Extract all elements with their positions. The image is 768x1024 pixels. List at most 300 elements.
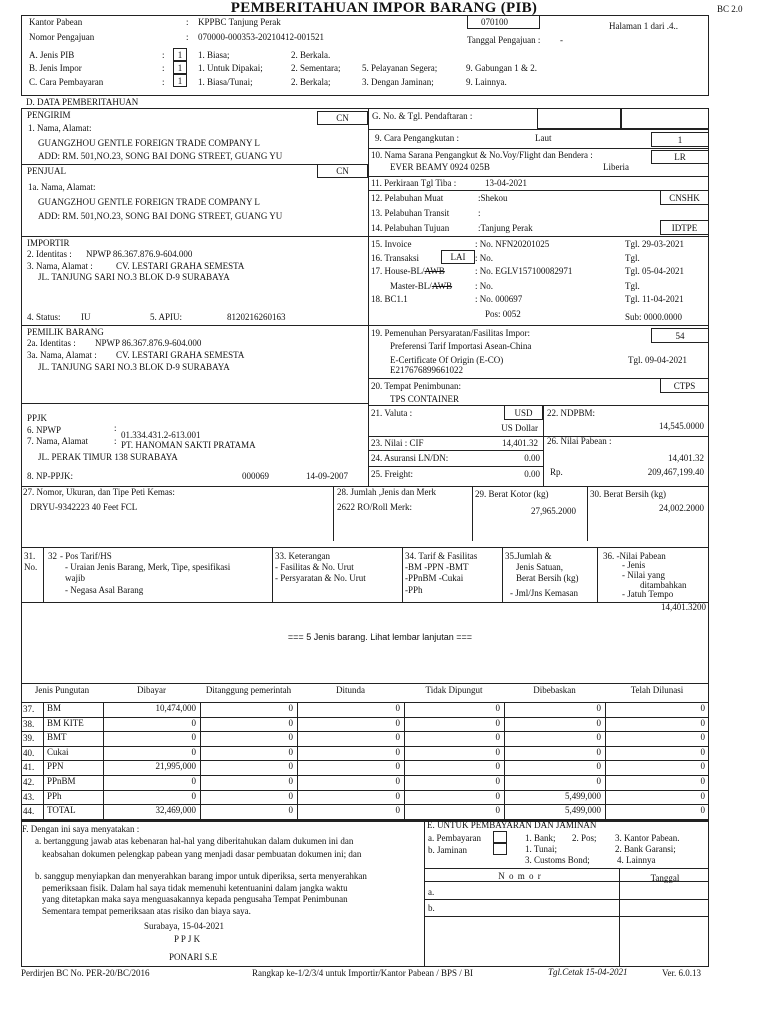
section-d-title: D. DATA PEMBERITAHUAN: [26, 97, 139, 107]
h36-l2: - Jenis: [622, 560, 646, 570]
pungutan-row-line: [21, 819, 709, 820]
pungutan-header-0: Jenis Pungutan: [34, 685, 90, 695]
kantor-value: KPPBC Tanjung Perak: [198, 17, 281, 27]
form-title: PEMBERITAHUAN IMPOR BARANG (PIB): [230, 0, 538, 16]
f-a-l2: keabsahan dokumen pelengkap pabean yang menjadi dasar pembuatan dokumen ini; dan: [42, 849, 362, 859]
opt-bank: 1. Bank;: [525, 833, 556, 843]
cif-value: 14,401.32: [502, 438, 538, 448]
pungutan-cell: 10,474,000: [155, 703, 196, 713]
bersih-label: 30. Berat Bersih (kg): [590, 489, 666, 499]
pungutan-no: 40.: [23, 747, 35, 758]
opt-kantor: 3. Kantor Pabean.: [615, 833, 680, 843]
valuta-code: USD: [514, 408, 533, 418]
barang-col-36: [597, 547, 598, 602]
pungutan-cell: 0: [495, 805, 500, 816]
jenis-impor-code: 1: [177, 63, 183, 73]
pemilik-name: CV. LESTARI GRAHA SEMESTA: [116, 350, 245, 360]
pungutan-no: 43.: [23, 791, 35, 802]
ndpbm-label: 22. NDPBM:: [547, 408, 596, 418]
footer-center: Rangkap ke-1/2/3/4 untuk Importir/Kantor Pabean / BPS / BI: [252, 968, 473, 978]
asuransi-value: 0.00: [524, 453, 540, 463]
pungutan-cell: 0: [395, 776, 400, 786]
pungutan-cell: 0: [288, 717, 293, 728]
sarana-value: EVER BEAMY 0924 025B: [390, 162, 490, 172]
rule-23: [368, 436, 709, 437]
pungutan-cell: 0: [495, 717, 500, 728]
tiba-value: 13-04-2021: [485, 178, 527, 188]
h31-a: 31.: [24, 551, 36, 561]
tujuan-label: 14. Pelabuhan Tujuan: [371, 223, 450, 233]
penjual-name: GUANGZHOU GENTLE FOREIGN TRADE COMPANY L: [38, 197, 260, 207]
f-b-l4: Sementara tempat pemeriksaan atas risiko dan biaya saya.: [42, 906, 251, 916]
rule-9: [368, 129, 709, 130]
pembayaran-label: a. Pembayaran: [428, 833, 481, 843]
pungutan-row-line: [21, 775, 709, 776]
kotor-label: 29. Berat Kotor (kg): [475, 489, 549, 499]
importir-label: IMPORTIR: [27, 238, 70, 248]
pungutan-cell: 5,499,000: [565, 805, 601, 816]
tanggal-value: -: [560, 35, 563, 45]
rule-pemilik: [21, 325, 368, 326]
fasilitas-label: 19. Pemenuhan Persyaratan/Fasilitas Impor:: [371, 328, 530, 338]
h34-l3: -PPnBM -Cukai: [405, 573, 464, 583]
pungutan-no: 39.: [23, 733, 35, 744]
house-bl-no: : No. EGLV157100082971: [475, 266, 573, 276]
pabean-label: 26. Nilai Pabean :: [547, 436, 612, 446]
transaksi-label: 16. Transaksi: [371, 253, 420, 263]
f-label: F. Dengan ini saya menyatakan :: [22, 824, 140, 834]
h33-l1: 33. Keterangan: [275, 551, 330, 561]
h32-l2: - Uraian Jenis Barang, Merk, Tipe, spesifikasi: [65, 562, 231, 572]
h35-l3: Berat Bersih (kg): [516, 573, 579, 583]
h33-l3: - Persyaratan & No. Urut: [275, 573, 366, 583]
pungutan-header-2: Ditanggung pemerintah: [205, 685, 292, 695]
jenis-impor-opt9: 9. Gabungan 1 & 2.: [466, 63, 537, 73]
house-bl-tgl: Tgl. 05-04-2021: [625, 266, 684, 276]
fasilitas-code: 54: [675, 331, 685, 341]
pemilik-address: JL. TANJUNG SARI NO.3 BLOK D-9 SURABAYA: [38, 362, 230, 372]
jaminan-row-a: a.: [428, 887, 435, 897]
pengirim-country: CN: [336, 113, 349, 123]
main-divider: [368, 108, 369, 486]
cara-angkut-label: 9. Cara Pengangkutan :: [375, 133, 459, 143]
pungutan-cell: 0: [191, 746, 196, 757]
importir-name: CV. LESTARI GRAHA SEMESTA: [116, 261, 245, 271]
bersih-value: 24,002.2000: [659, 503, 704, 513]
pungutan-cell: 0: [700, 732, 705, 743]
kantor-colon: :: [186, 17, 189, 27]
barang-lanjutan: === 5 Jenis barang. Lihat lembar lanjutan ===: [287, 632, 473, 642]
rule-12: [368, 190, 709, 191]
pemilik-identitas-label: 2a. Identitas :: [27, 338, 76, 348]
divider-nomor-tanggal: [619, 868, 620, 967]
g-box2: [621, 108, 709, 129]
bc11-tgl: Tgl. 11-04-2021: [625, 294, 684, 304]
valuta-label: 21. Valuta :: [371, 408, 413, 418]
h34-l4: -PPh: [405, 585, 423, 595]
pungutan-no: 44.: [23, 806, 35, 817]
house-bl-awb: AWB: [424, 266, 445, 276]
h35-l2: Jenis Satuan,: [516, 562, 563, 572]
importir-status-value: IU: [81, 312, 91, 322]
master-bl-no: : No.: [475, 281, 493, 291]
ppjk-address: JL. PERAK TIMUR 138 SURABAYA: [38, 452, 178, 462]
jenis-impor-label: B. Jenis Impor: [29, 63, 82, 73]
h31-b: No.: [24, 562, 38, 572]
bc11-label: 18. BC1.1: [371, 294, 408, 304]
h36-l1: 36. -Nilai Pabean: [603, 551, 666, 561]
place-date: Surabaya, 15-04-2021: [144, 921, 224, 931]
rule-penjual: [21, 164, 368, 165]
barang-col-34: [402, 547, 403, 602]
ppjk-nama-colon: :: [114, 436, 117, 446]
pungutan-cell: 0: [495, 790, 500, 801]
pungutan-cell: 0: [596, 703, 601, 713]
importir-identitas-label: 2. Identitas :: [27, 249, 72, 259]
h33-l2: - Fasilitas & No. Urut: [275, 562, 354, 572]
cif-label: 23. Nilai : CIF: [371, 438, 424, 448]
pungutan-cell: 0: [191, 790, 196, 801]
penjual-country: CN: [336, 166, 349, 176]
divider-f-e: [424, 821, 425, 967]
pungutan-cell: 0: [596, 776, 601, 786]
pungutan-cell: 0: [191, 717, 196, 728]
tiba-label: 11. Perkiraan Tgl Tiba :: [371, 178, 457, 188]
nomor-value: 070000-000353-20210412-001521: [198, 32, 324, 42]
ppjk-npwp-colon: :: [114, 423, 117, 433]
h36-l3: - Nilai yang: [622, 570, 665, 580]
pungutan-cell: 0: [395, 732, 400, 743]
importir-address: JL. TANJUNG SARI NO.3 BLOK D-9 SURABAYA: [38, 272, 230, 282]
opt-bank-garansi: 2. Bank Garansi;: [615, 844, 676, 854]
rule-24: [368, 450, 543, 451]
pungutan-jenis: BM KITE: [47, 717, 84, 728]
cara-bayar-opt2: 2. Berkala;: [291, 77, 331, 87]
bc11-pos: Pos: 0052: [485, 309, 521, 319]
bc-version: BC 2.0: [717, 4, 743, 14]
invoice-tgl: Tgl. 29-03-2021: [625, 239, 684, 249]
ppjk-label: PPJK: [27, 413, 48, 423]
h32-l4: - Negasa Asal Barang: [65, 585, 144, 595]
sarana-flag: Liberia: [603, 162, 629, 172]
ppjk-nama-label: 7. Nama, Alamat: [27, 436, 88, 446]
pungutan-cell: 0: [700, 805, 705, 816]
importir-identitas-value: NPWP 86.367.876.9-604.000: [86, 249, 193, 259]
h35-l4: - Jml/Jns Kemasan: [510, 588, 578, 598]
rule-25: [368, 466, 543, 467]
pungutan-cell: 32,469,000: [155, 805, 196, 816]
h32: 32: [48, 551, 57, 561]
master-bl-awb: AWB: [431, 281, 453, 291]
rule-19: [368, 325, 709, 326]
h36-l5: - Jatuh Tempo: [622, 589, 674, 599]
pungutan-cell: 0: [288, 732, 293, 743]
cara-angkut-code: 1: [677, 135, 683, 145]
divider-27-28: [333, 486, 334, 541]
pungutan-cell: 0: [288, 761, 293, 772]
transaksi-code: LAI: [450, 252, 466, 262]
pungutan-cell: 0: [288, 805, 293, 816]
pemilik-label: PEMILIK BARANG: [27, 327, 104, 337]
nomor-label: Nomor Pengajuan: [29, 32, 95, 42]
g-label: G. No. & Tgl. Pendaftaran :: [372, 111, 473, 121]
pungutan-cell: 0: [395, 717, 400, 728]
pungutan-row-line: [21, 717, 709, 718]
pungutan-cell: 0: [495, 776, 500, 786]
jenis-pib-opt1: 1. Biasa;: [198, 50, 230, 60]
cara-bayar-code: 1: [177, 76, 183, 86]
pungutan-header-4: Tidak Dipungut: [425, 685, 483, 695]
cara-bayar-opt3: 3. Dengan Jaminan;: [362, 77, 434, 87]
cara-bayar-opt9: 9. Lainnya.: [466, 77, 507, 87]
house-bl-label: [371, 267, 445, 276]
divider-28-29: [472, 486, 473, 541]
pungutan-row-line: [21, 804, 709, 805]
divider-29-30: [587, 486, 588, 541]
barang-col-33: [272, 547, 273, 602]
jaminan-label: b. Jaminan: [428, 845, 467, 855]
pungutan-jenis: PPN: [47, 761, 64, 772]
importir-apiu-value: 8120216260163: [227, 312, 286, 322]
footer-cetak: Tgl.Cetak 15-04-2021: [548, 967, 628, 977]
pungutan-cell: 0: [495, 746, 500, 757]
importir-apiu-label: 5. APIU:: [150, 312, 183, 322]
muat-label: 12. Pelabuhan Muat: [371, 193, 444, 203]
peti-label: 27. Nomor, Ukuran, dan Tipe Peti Kemas:: [23, 487, 175, 497]
rule-jaminan-a: [424, 881, 709, 882]
fasilitas-tgl: Tgl. 09-04-2021: [628, 355, 687, 365]
master-bl-prefix: Master-BL/: [390, 281, 432, 291]
rule-nomor: [424, 868, 709, 869]
h32-l3: wajib: [65, 573, 85, 583]
pungutan-cell: 0: [700, 717, 705, 728]
tanggal-header: Tanggal: [650, 873, 680, 883]
opt-pos: 2. Pos;: [572, 833, 597, 843]
ppjk-np-label: 8. NP-PPJK:: [27, 471, 74, 481]
pungutan-no: 38.: [23, 718, 35, 729]
pungutan-cell: 0: [191, 732, 196, 743]
penjual-field-label: 1a. Nama, Alamat:: [28, 182, 96, 192]
pengirim-field-label: 1. Nama, Alamat:: [28, 123, 92, 133]
invoice-label: 15. Invoice: [371, 239, 412, 249]
pungutan-cell: 0: [288, 746, 293, 757]
pungutan-cell: 0: [495, 732, 500, 743]
barang-col-35: [502, 547, 503, 602]
rule-10: [368, 148, 709, 149]
rule-11: [368, 176, 709, 177]
pungutan-row-line: [21, 790, 709, 791]
jenis-impor-colon: :: [162, 63, 165, 73]
ppjk-np-date: 14-09-2007: [306, 471, 348, 481]
pungutan-header-1: Dibayar: [137, 685, 166, 695]
timbun-code: CTPS: [673, 381, 696, 391]
transaksi-no: : No.: [475, 253, 493, 263]
jaminan-code-box2: [493, 843, 507, 855]
rule-barang: [21, 547, 709, 548]
kantor-label: Kantor Pabean: [29, 17, 83, 27]
jenis-pib-code: 1: [177, 50, 183, 60]
jenis-impor-opt5: 5. Pelayanan Segera;: [362, 63, 438, 73]
h36-l4: ditambahkan: [640, 580, 687, 590]
pungutan-cell: 0: [700, 703, 705, 713]
h35-l1: 35.Jumlah &: [505, 551, 552, 561]
pungutan-header-6: Telah Dilunasi: [630, 685, 684, 695]
pemilik-identitas-value: NPWP 86.367.876.9-604.000: [95, 338, 202, 348]
importir-status-label: 4. Status:: [27, 312, 61, 322]
asuransi-label: 24. Asuransi LN/DN:: [371, 453, 449, 463]
opt-tunai: 1. Tunai;: [525, 844, 558, 854]
rule-15: [368, 236, 709, 237]
pungutan-no: 37.: [23, 704, 35, 714]
rule-pungutan-head: [21, 702, 709, 703]
pungutan-cell: 0: [395, 761, 400, 772]
freight-label: 25. Freight:: [371, 469, 413, 479]
tanggal-label: Tanggal Pengajuan :: [467, 35, 541, 45]
rule-20: [368, 378, 709, 379]
pungutan-jenis: BM: [47, 703, 62, 713]
pengirim-name: GUANGZHOU GENTLE FOREIGN TRADE COMPANY L: [38, 138, 260, 148]
pungutan-cell: 0: [596, 717, 601, 728]
tujuan-code: IDTPE: [671, 223, 698, 233]
penjual-label: PENJUAL: [27, 166, 67, 176]
pungutan-cell: 0: [395, 746, 400, 757]
house-bl-prefix: 17. House-BL/: [371, 266, 425, 276]
divider-21-22: [543, 405, 544, 486]
muat-value: :Shekou: [478, 193, 508, 203]
ppjk-name: PT. HANOMAN SAKTI PRATAMA: [121, 440, 256, 450]
ppjk-np-value: 000069: [242, 471, 269, 481]
jumlah-value: 2622 RO/Roll Merk:: [337, 502, 413, 512]
fasilitas-line2: E-Certificate Of Origin (E-CO): [390, 355, 504, 365]
pungutan-cell: 0: [288, 790, 293, 801]
h32-l1: - Pos Tarif/HS: [60, 551, 112, 561]
nomor-colon: :: [186, 32, 189, 42]
pungutan-cell: 0: [700, 776, 705, 786]
peti-value: DRYU-9342223 40 Feet FCL: [30, 502, 138, 512]
master-bl-label: [390, 282, 452, 291]
pengirim-label: PENGIRIM: [27, 110, 71, 120]
pungutan-cell: 0: [700, 761, 705, 772]
barang-col-31: [43, 547, 44, 602]
timbun-value: TPS CONTAINER: [390, 394, 460, 404]
pungutan-header-5: Dibebaskan: [533, 685, 576, 695]
muat-code: CNSHK: [669, 193, 700, 203]
opt-customs: 3. Customs Bond;: [525, 855, 590, 865]
pungutan-cell: 0: [596, 746, 601, 757]
f-b-l2: pemeriksaan fisik. Dalam hal saya tidak memenuhi ketentuanini dalam jangka waktu: [42, 883, 348, 893]
pungutan-row-line: [21, 731, 709, 732]
opt-lainnya: 4. Lainnya: [617, 855, 656, 865]
h34-l1: 34. Tarif & Fasilitas: [405, 551, 478, 561]
pungutan-cell: 0: [288, 703, 293, 713]
pungutan-jenis: TOTAL: [47, 805, 76, 816]
valuta-name: US Dollar: [501, 423, 538, 433]
fasilitas-line1: Preferensi Tarif Importasi Asean-China: [390, 341, 532, 351]
jenis-impor-opt2: 2. Sementara;: [291, 63, 341, 73]
pungutan-cell: 0: [495, 761, 500, 772]
f-b-l3: yang ditetapkan maka saya menguasakannya kepada pengusaha Tempat Penimbunan: [42, 894, 348, 904]
rule-jaminan-end: [424, 916, 709, 917]
pungutan-jenis: Cukai: [47, 746, 69, 757]
pungutan-cell: 0: [395, 790, 400, 801]
footer-left: Perdirjen BC No. PER-20/BC/2016: [21, 968, 150, 978]
pungutan-jenis: PPh: [47, 790, 62, 801]
bc11-sub: Sub: 0000.0000: [625, 312, 683, 322]
ppjk-npwp-label: 6. NPWP: [27, 425, 62, 435]
page-count: Halaman 1 dari .4..: [609, 21, 678, 31]
pungutan-cell: 0: [191, 776, 196, 786]
transit-label: 13. Pelabuhan Transit: [371, 208, 450, 218]
transit-value: :: [478, 208, 481, 218]
g-box1: [537, 108, 621, 129]
pungutan-cell: 0: [700, 746, 705, 757]
pungutan-jenis: BMT: [47, 732, 67, 743]
jenis-pib-label: A. Jenis PIB: [29, 50, 75, 60]
pungutan-cell: 0: [288, 776, 293, 786]
pungutan-cell: 0: [395, 805, 400, 816]
pungutan-cell: 0: [395, 703, 400, 713]
master-bl-tgl: Tgl.: [625, 281, 640, 291]
rule-pungutan: [21, 683, 709, 684]
pungutan-cell: 0: [596, 761, 601, 772]
pungutan-jenis: PPnBM: [47, 776, 76, 786]
pungutan-header-3: Ditunda: [336, 685, 365, 695]
pungutan-cell: 5,499,000: [565, 790, 601, 801]
importir-nama-label: 3. Nama, Alamat :: [27, 261, 93, 271]
transaksi-tgl: Tgl.: [625, 253, 640, 263]
f-a-l1: a. bertanggung jawab atas kebenaran hal-hal yang diberitahukan dalam dukumen ini dan: [35, 836, 354, 846]
pengirim-address: ADD: RM. 501,NO.23, SONG BAI DONG STREET, GUANG YU: [38, 151, 283, 161]
nomor-header: N o m o r: [498, 871, 542, 881]
sarana-code: LR: [674, 152, 686, 162]
pungutan-cell: 21,995,000: [155, 761, 196, 772]
invoice-no: : No. NFN20201025: [475, 239, 550, 249]
pabean-usd: 14,401.32: [668, 453, 704, 463]
signer-title: P P J K: [174, 934, 201, 944]
cara-bayar-colon: :: [162, 77, 165, 87]
footer-version: Ver. 6.0.13: [662, 968, 701, 978]
rp-label: Rp.: [550, 467, 563, 477]
pungutan-row-line: [21, 760, 709, 761]
tujuan-value: :Tanjung Perak: [478, 223, 533, 233]
kantor-code: 070100: [481, 17, 508, 27]
rule-ppjk: [21, 403, 368, 404]
pabean-rp: 209,467,199.40: [647, 467, 704, 477]
ppjk-npwp-value: 01.334.431.2-613.001: [121, 430, 201, 440]
cara-bayar-label: C. Cara Pembayaran: [29, 77, 104, 87]
cara-bayar-opt1: 1. Biasa/Tunai;: [198, 77, 253, 87]
jenis-impor-opt1: 1. Untuk Dipakai;: [198, 63, 263, 73]
pungutan-no: 42.: [23, 777, 35, 787]
timbun-label: 20. Tempat Penimbunan:: [371, 381, 461, 391]
pungutan-row-line: [21, 746, 709, 747]
freight-value: 0.00: [524, 469, 540, 479]
kotor-value: 27,965.2000: [531, 506, 576, 516]
f-b-l1: b. sanggup menyiapkan dan menyerahkan barang impor untuk diperiksa, serta menyerahkan: [35, 871, 367, 881]
pungutan-cell: 0: [700, 790, 705, 801]
jaminan-row-b: b.: [428, 903, 435, 913]
barang-nilai: 14,401.3200: [661, 602, 706, 612]
signer-name: PONARI S.E: [169, 952, 218, 962]
pungutan-cell: 0: [495, 703, 500, 713]
sarana-label: 10. Nama Sarana Pengangkut & No.Voy/Flight dan Bendera :: [371, 150, 593, 160]
bc11-no: : No. 000697: [475, 294, 523, 304]
jenis-pib-colon: :: [162, 50, 165, 60]
pungutan-cell: 0: [596, 732, 601, 743]
e-label: E. UNTUK PEMBAYARAN DAN JAMINAN: [427, 820, 597, 830]
jenis-pib-opt2: 2. Berkala.: [291, 50, 331, 60]
jaminan-code-box1: [493, 831, 507, 843]
